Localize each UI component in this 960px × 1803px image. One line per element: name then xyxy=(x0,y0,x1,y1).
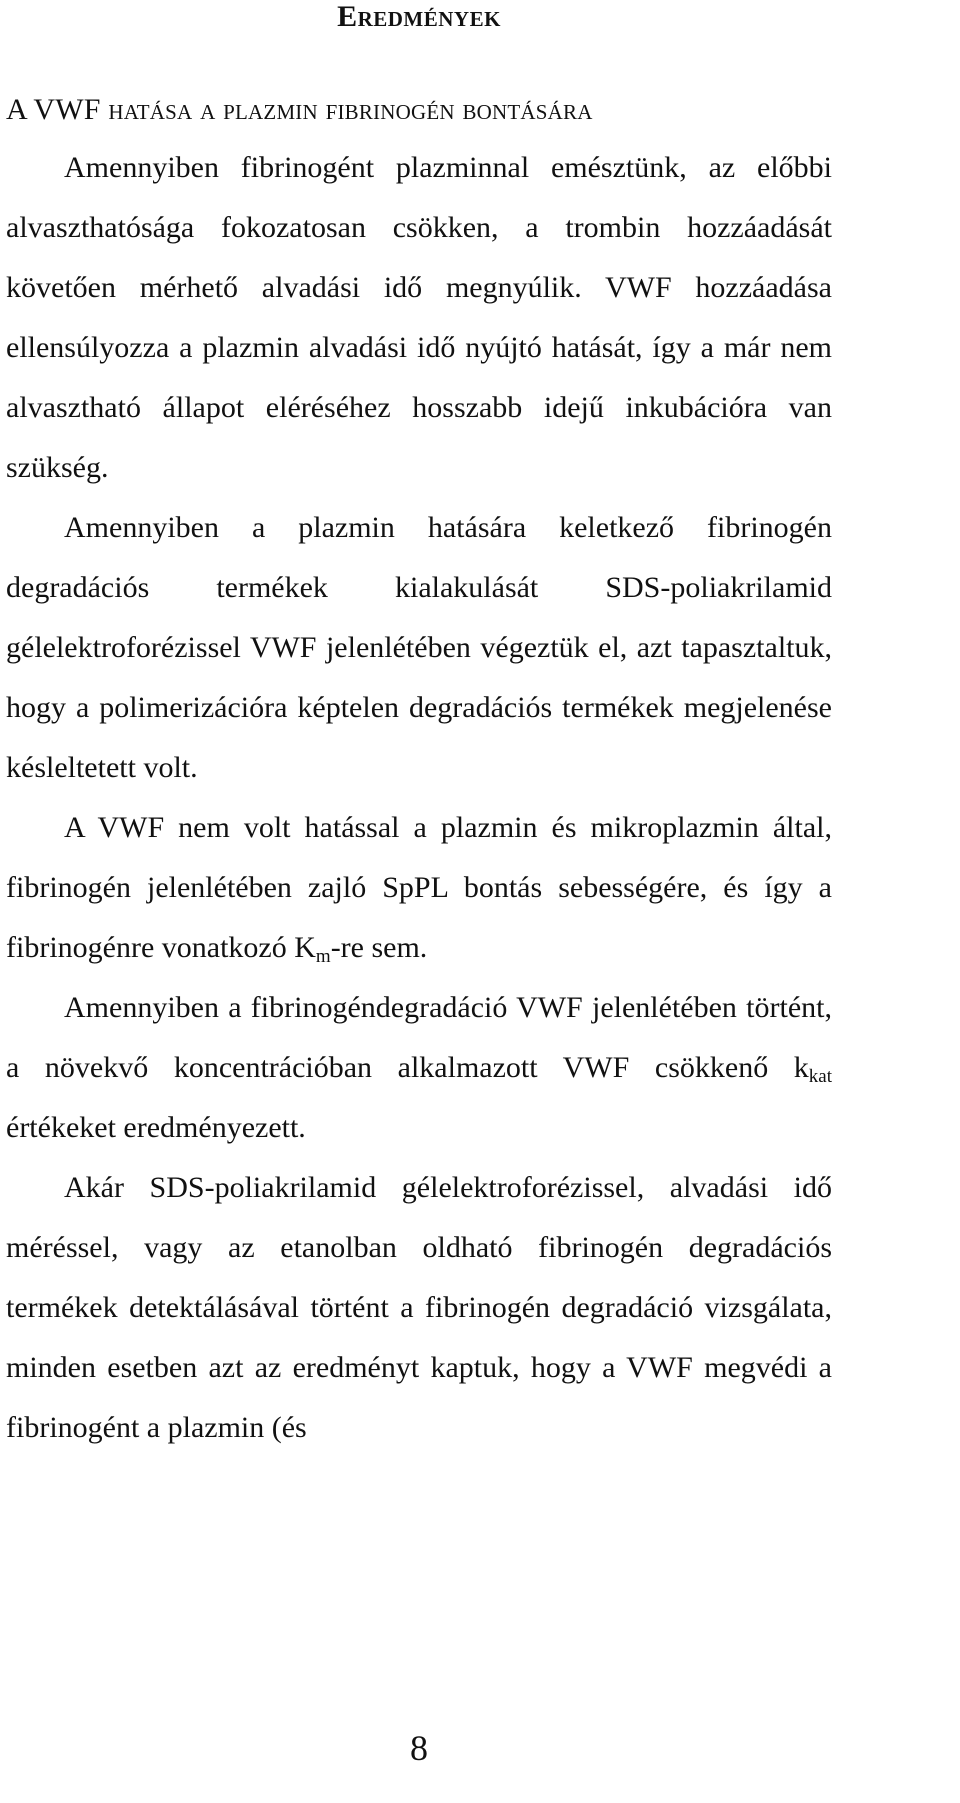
section-title: A VWF hatása a plazmin fibrinogén bontására xyxy=(6,93,593,126)
paragraph-2: Amennyiben a plazmin hatására keletkező fibrinogén degradációs termékek kialakulását SDS-poliakrilamid gélelektroforézissel VWF jelenlétében végeztük el, azt tapasztaltuk, hogy a polimerizációra képtelen degradációs termékek megjelenése késleltetett volt. xyxy=(6,511,832,784)
subscript-m: m xyxy=(315,946,331,967)
paragraph-3 xyxy=(6,798,832,978)
document-page xyxy=(6,0,832,1803)
paragraph-3-text: A VWF nem volt hatással a plazmin és mikroplazmin által, fibrinogén jelenlétében zajló SpPL bontás sebességére, és így a fibrinogénre vonatkozó K xyxy=(6,811,832,964)
paragraph-4-text-end: értékeket eredményezett. xyxy=(6,1111,306,1144)
paragraph-4 xyxy=(6,978,832,1158)
subscript-kat: kat xyxy=(808,1066,832,1087)
page-number: 8 xyxy=(410,1728,428,1768)
paragraph-3-text-end: -re sem. xyxy=(330,931,428,964)
paragraph-1: Amennyiben fibrinogént plazminnal emésztünk, az előbbi alvaszthatósága fokozatosan csökken, a trombin hozzáadását követően mérhető alvadási idő megnyúlik. VWF hozzáadása ellensúlyozza a plazmin alvadási idő nyújtó hatását, így a már nem alvasztható állapot eléréséhez hosszabb idejű inkubációra van szükség. xyxy=(6,151,832,484)
page-heading: Eredmények xyxy=(337,0,501,33)
paragraph-5: Akár SDS-poliakrilamid gélelektroforézissel, alvadási idő méréssel, vagy az etanolban oldható fibrinogén degradációs termékek detektálásával történt a fibrinogén degradáció vizsgálata, minden esetben azt az eredményt kaptuk, hogy a VWF megvédi a fibrinogént a plazmin (és xyxy=(6,1171,832,1444)
paragraph-4-text: Amennyiben a fibrinogéndegradáció VWF jelenlétében történt, a növekvő koncentrációban alkalmazott VWF csökkenő k xyxy=(6,991,832,1084)
